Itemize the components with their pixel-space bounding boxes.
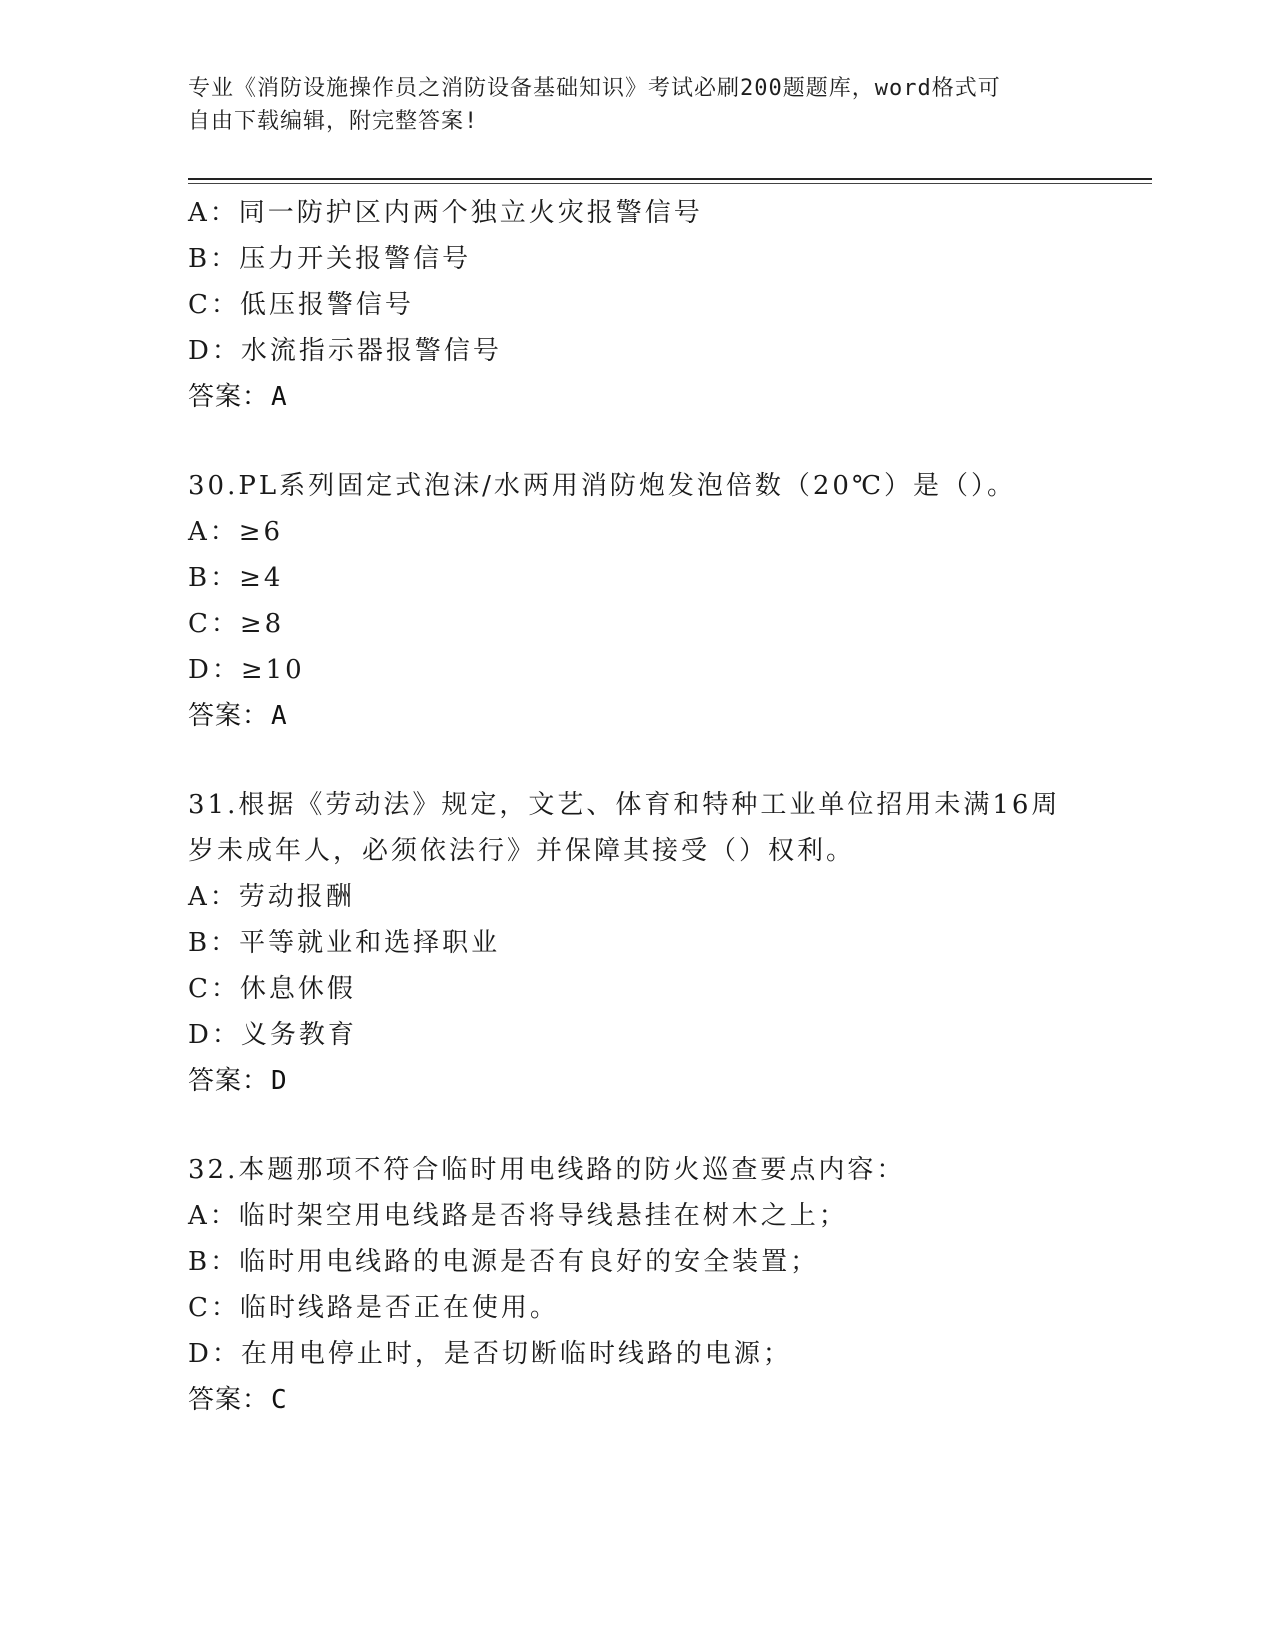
answer-value: A bbox=[271, 382, 288, 412]
answer-value: A bbox=[271, 701, 288, 731]
answer-label: 答案： bbox=[188, 1385, 270, 1415]
question-text: 30.PL系列固定式泡沫/水两用消防炮发泡倍数（20℃）是（）。 bbox=[188, 471, 1017, 501]
header-divider-thick bbox=[188, 178, 1152, 180]
question-text-line-1: 31.根据《劳动法》规定，文艺、体育和特种工业单位招用未满16周 bbox=[188, 790, 1061, 820]
question-text: 32.本题那项不符合临时用电线路的防火巡查要点内容： bbox=[188, 1155, 906, 1185]
answer-label: 答案： bbox=[188, 1066, 270, 1096]
option-b: B：压力开关报警信号 bbox=[188, 244, 472, 274]
answer-label: 答案： bbox=[188, 382, 270, 412]
option-d: D：≥10 bbox=[188, 655, 305, 685]
answer-line bbox=[188, 693, 1088, 739]
option-c: C：临时线路是否正在使用。 bbox=[188, 1293, 559, 1323]
option-b: B：≥4 bbox=[188, 563, 284, 593]
header-divider-thin bbox=[188, 183, 1152, 184]
answer-value: C bbox=[271, 1385, 288, 1415]
option-b: B：平等就业和选择职业 bbox=[188, 928, 501, 958]
block-spacer bbox=[188, 1104, 1088, 1147]
question-list bbox=[188, 190, 1088, 1423]
block-spacer bbox=[188, 739, 1088, 782]
answer-line bbox=[188, 374, 1088, 420]
option-a: A：劳动报酬 bbox=[188, 882, 355, 912]
option-d: D：义务教育 bbox=[188, 1020, 357, 1050]
option-c: C：低压报警信号 bbox=[188, 290, 414, 320]
answer-line bbox=[188, 1377, 1088, 1423]
answer-value: D bbox=[271, 1066, 288, 1096]
question-block-30 bbox=[188, 463, 1088, 739]
option-a: A：同一防护区内两个独立火灾报警信号 bbox=[188, 198, 703, 228]
question-text-line-2: 岁未成年人，必须依法行》并保障其接受（）权利。 bbox=[188, 836, 856, 866]
header-line-2: 自由下载编辑，附完整答案! bbox=[188, 109, 479, 134]
option-d: D：在用电停止时，是否切断临时线路的电源； bbox=[188, 1339, 792, 1369]
answer-label: 答案： bbox=[188, 701, 270, 731]
question-block-29 bbox=[188, 190, 1088, 420]
option-c: C：休息休假 bbox=[188, 974, 356, 1004]
header-line-1: 专业《消防设施操作员之消防设备基础知识》考试必刷200题题库，word格式可 bbox=[188, 76, 1001, 101]
answer-line bbox=[188, 1058, 1088, 1104]
option-d: D：水流指示器报警信号 bbox=[188, 336, 502, 366]
option-a: A：临时架空用电线路是否将导线悬挂在树木之上； bbox=[188, 1201, 848, 1231]
question-block-32 bbox=[188, 1147, 1088, 1423]
option-b: B：临时用电线路的电源是否有良好的安全装置； bbox=[188, 1247, 820, 1277]
option-a: A：≥6 bbox=[188, 517, 284, 547]
document-header bbox=[188, 72, 1068, 138]
block-spacer bbox=[188, 420, 1088, 463]
option-c: C：≥8 bbox=[188, 609, 285, 639]
question-block-31 bbox=[188, 782, 1088, 1104]
